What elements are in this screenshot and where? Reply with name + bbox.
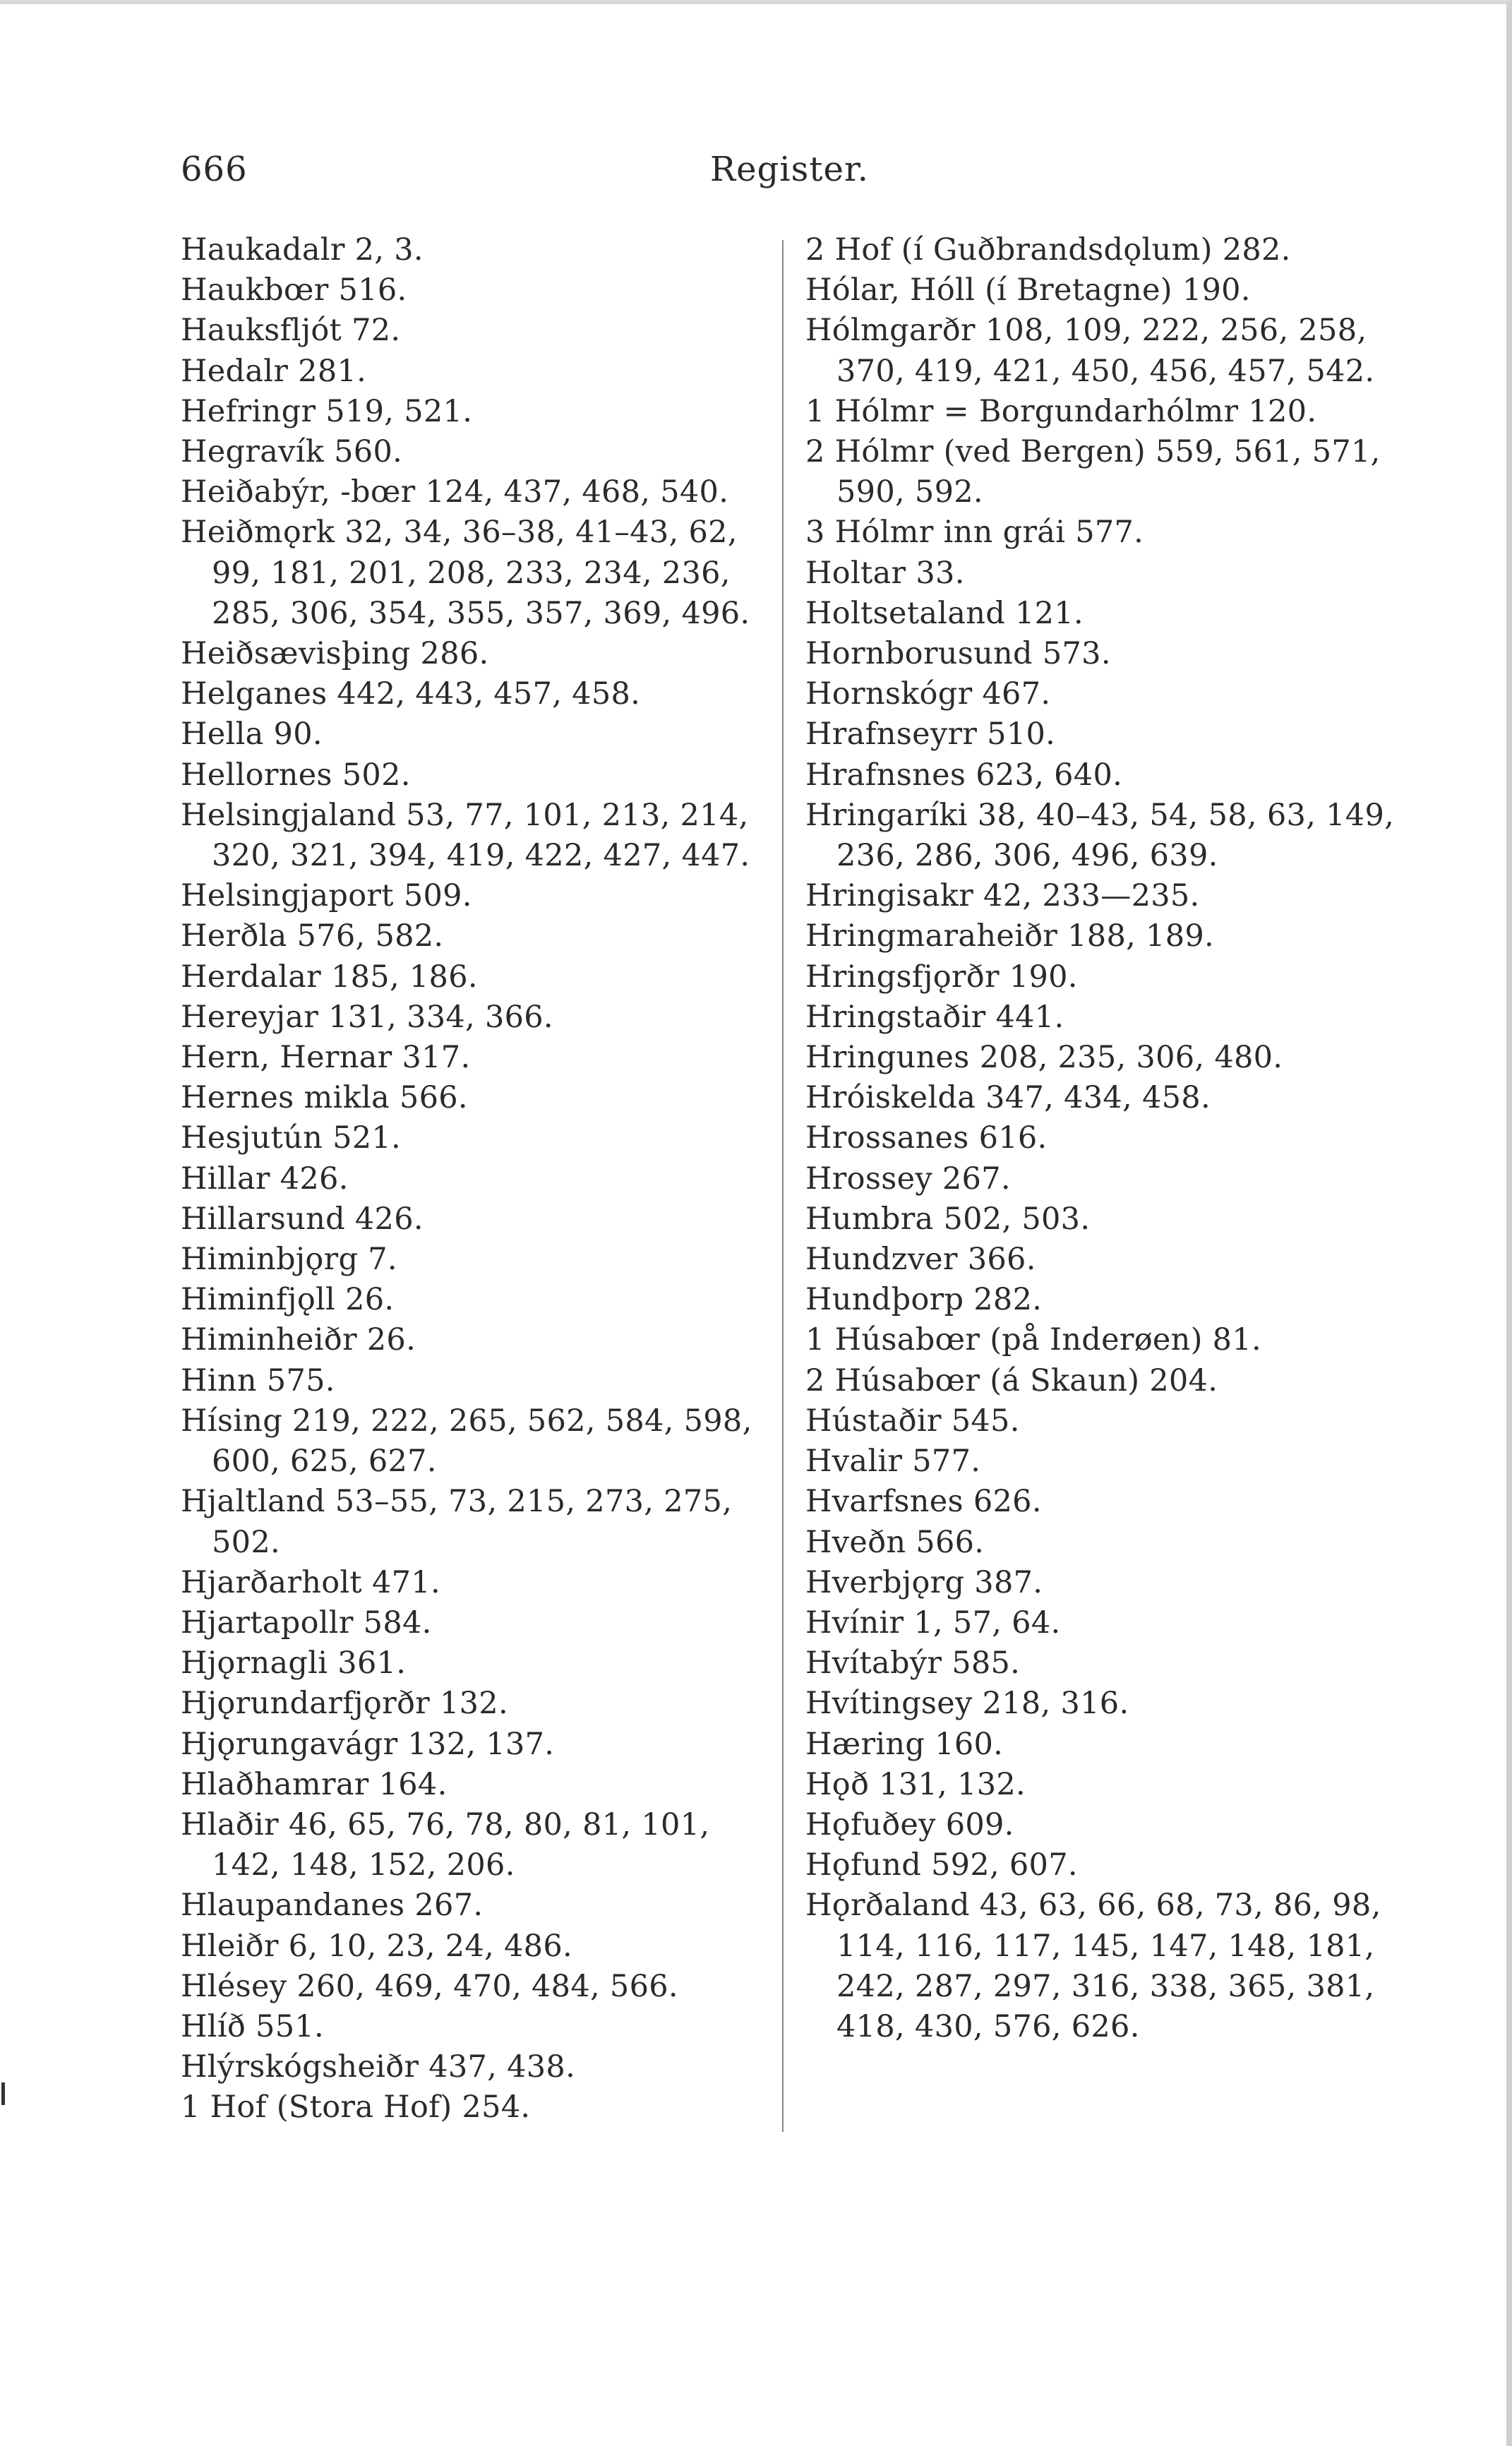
index-entry: Hverbjǫrg 387. bbox=[805, 1564, 1043, 1600]
index-entry: Hedalr 281. bbox=[181, 353, 367, 389]
page-number: 666 bbox=[181, 150, 248, 189]
index-entry: Hringunes 208, 235, 306, 480. bbox=[805, 1040, 1283, 1076]
index-entry: Hlaðir 46, 65, 76, 78, 80, 81, 101, 142, 148, 152, 206. bbox=[181, 1806, 710, 1883]
index-entry: Hjǫrnagli 361. bbox=[181, 1645, 407, 1681]
running-title: Register. bbox=[710, 150, 869, 189]
index-entry: Humbra 502, 503. bbox=[805, 1201, 1091, 1237]
index-entry: Hringisakr 42, 233—235. bbox=[805, 878, 1200, 914]
index-entry: Hjǫrungavágr 132, 137. bbox=[181, 1726, 555, 1762]
index-entry: Hólmgarðr 108, 109, 222, 256, 258, 370, 419, 421, 450, 456, 457, 542. bbox=[805, 313, 1375, 389]
index-entry: Hrafnseyrr 510. bbox=[805, 717, 1056, 753]
index-column-left bbox=[181, 230, 781, 2128]
index-entry: Haukadalr 2, 3. bbox=[181, 232, 424, 268]
index-entry: Hjaltland 53–55, 73, 215, 273, 275, 502. bbox=[181, 1484, 733, 1560]
index-entry: Himinbjǫrg 7. bbox=[181, 1242, 397, 1278]
index-entry: Hundzver 366. bbox=[805, 1242, 1036, 1278]
index-entry: Hjǫrundarfjǫrðr 132. bbox=[181, 1686, 508, 1722]
index-entry: Hólar, Hóll (í Bretagne) 190. bbox=[805, 272, 1251, 308]
index-entry: Hern, Hernar 317. bbox=[181, 1040, 471, 1076]
index-entry: Hlaupandanes 267. bbox=[181, 1888, 484, 1924]
index-entry: Hvítabýr 585. bbox=[805, 1645, 1021, 1681]
index-entry: Hauksfljót 72. bbox=[181, 313, 401, 349]
index-entry: Hinn 575. bbox=[181, 1362, 335, 1398]
index-entry: 1 Húsabœr (på Inderøen) 81. bbox=[805, 1322, 1261, 1358]
index-entry: Hrossey 267. bbox=[805, 1161, 1011, 1197]
column-divider bbox=[782, 240, 784, 2132]
index-entry: Hringsfjǫrðr 190. bbox=[805, 959, 1078, 995]
index-entry: Hísing 219, 222, 265, 562, 584, 598, 600, 625, 627. bbox=[181, 1403, 752, 1480]
index-entry: Hvalir 577. bbox=[805, 1444, 981, 1480]
index-entry: Hlíð 551. bbox=[181, 2008, 325, 2044]
index-entry: Hesjutún 521. bbox=[181, 1120, 402, 1156]
index-entry: Hereyjar 131, 334, 366. bbox=[181, 999, 553, 1035]
index-entry: Hróiskelda 347, 434, 458. bbox=[805, 1080, 1211, 1116]
index-entry: Hrossanes 616. bbox=[805, 1120, 1048, 1156]
index-entry: Hringstaðir 441. bbox=[805, 999, 1064, 1035]
index-entry: Hringmaraheiðr 188, 189. bbox=[805, 918, 1214, 954]
index-entry: Hegravík 560. bbox=[181, 434, 403, 470]
index-entry: Hǫfund 592, 607. bbox=[805, 1847, 1078, 1883]
index-entry: Heiðmǫrk 32, 34, 36–38, 41–43, 62, 99, 181, 201, 208, 233, 234, 236, 285, 306, 354, 355, 357, 369, 496. bbox=[181, 515, 750, 631]
index-entry: Hústaðir 545. bbox=[805, 1403, 1020, 1439]
index-entry: Hundþorp 282. bbox=[805, 1282, 1043, 1318]
index-entry: Himinfjǫll 26. bbox=[181, 1282, 395, 1318]
index-entry: Haukbœr 516. bbox=[181, 272, 407, 308]
index-entry: 2 Húsabœr (á Skaun) 204. bbox=[805, 1362, 1218, 1398]
index-entry: Hvarfsnes 626. bbox=[805, 1484, 1042, 1520]
index-entry: Helganes 442, 443, 457, 458. bbox=[181, 676, 641, 712]
index-entry: Heiðsævisþing 286. bbox=[181, 636, 489, 672]
index-entry: Hveðn 566. bbox=[805, 1524, 985, 1560]
index-entry: Helsingjaport 509. bbox=[181, 878, 472, 914]
index-entry: Hvítingsey 218, 316. bbox=[805, 1686, 1129, 1722]
index-column-right bbox=[805, 230, 1412, 2047]
index-entry: 1 Hof (Stora Hof) 254. bbox=[181, 2090, 531, 2126]
index-entry: Helsingjaland 53, 77, 101, 213, 214, 320, 321, 394, 419, 422, 427, 447. bbox=[181, 797, 750, 874]
index-entry: Hella 90. bbox=[181, 717, 323, 753]
index-entry: Hlésey 260, 469, 470, 484, 566. bbox=[181, 1968, 678, 2004]
index-entry: Himinheiðr 26. bbox=[181, 1322, 416, 1358]
index-entry: Hǫrðaland 43, 63, 66, 68, 73, 86, 98, 114, 116, 117, 145, 147, 148, 181, 242, 287, 297, 316, 338, 365, 381, 418, 430, 576, 626. bbox=[805, 1888, 1381, 2044]
index-entry: Holtsetaland 121. bbox=[805, 595, 1084, 631]
index-entry: 2 Hólmr (ved Bergen) 559, 561, 571, 590, 592. bbox=[805, 434, 1381, 510]
index-entry: Heiðabýr, -bœr 124, 437, 468, 540. bbox=[181, 474, 729, 510]
index-entry: Hefringr 519, 521. bbox=[181, 393, 473, 429]
index-entry: Hringaríki 38, 40–43, 54, 58, 63, 149, 236, 286, 306, 496, 639. bbox=[805, 797, 1395, 874]
index-entry: Herðla 576, 582. bbox=[181, 918, 444, 954]
index-entry: Holtar 33. bbox=[805, 555, 965, 591]
page-header bbox=[181, 150, 1331, 199]
index-entry: Hlýrskógsheiðr 437, 438. bbox=[181, 2049, 576, 2085]
index-entry: Hornborusund 573. bbox=[805, 636, 1111, 672]
index-entry: Hæring 160. bbox=[805, 1726, 1004, 1762]
index-entry: Hernes mikla 566. bbox=[181, 1080, 468, 1116]
index-entry: Hellornes 502. bbox=[181, 757, 411, 793]
index-entry: Hrafnsnes 623, 640. bbox=[805, 757, 1123, 793]
index-entry: 2 Hof (í Guðbrandsdǫlum) 282. bbox=[805, 232, 1291, 268]
index-entry: Hǫð 131, 132. bbox=[805, 1766, 1026, 1802]
index-entry: 3 Hólmr inn grái 577. bbox=[805, 515, 1144, 551]
index-entry: Herdalar 185, 186. bbox=[181, 959, 478, 995]
index-entry: Hǫfuðey 609. bbox=[805, 1806, 1014, 1842]
index-entry: Hlaðhamrar 164. bbox=[181, 1766, 448, 1802]
index-entry: Hvínir 1, 57, 64. bbox=[805, 1605, 1061, 1641]
index-entry: Hillarsund 426. bbox=[181, 1201, 424, 1237]
margin-mark bbox=[1, 2082, 5, 2105]
index-entry: Hjartapollr 584. bbox=[181, 1605, 432, 1641]
index-entry: Hjarðarholt 471. bbox=[181, 1564, 440, 1600]
index-entry: Hillar 426. bbox=[181, 1161, 349, 1197]
index-entry: Hornskógr 467. bbox=[805, 676, 1051, 712]
index-entry: 1 Hólmr = Borgundarhólmr 120. bbox=[805, 393, 1317, 429]
index-entry: Hleiðr 6, 10, 23, 24, 486. bbox=[181, 1928, 572, 1964]
